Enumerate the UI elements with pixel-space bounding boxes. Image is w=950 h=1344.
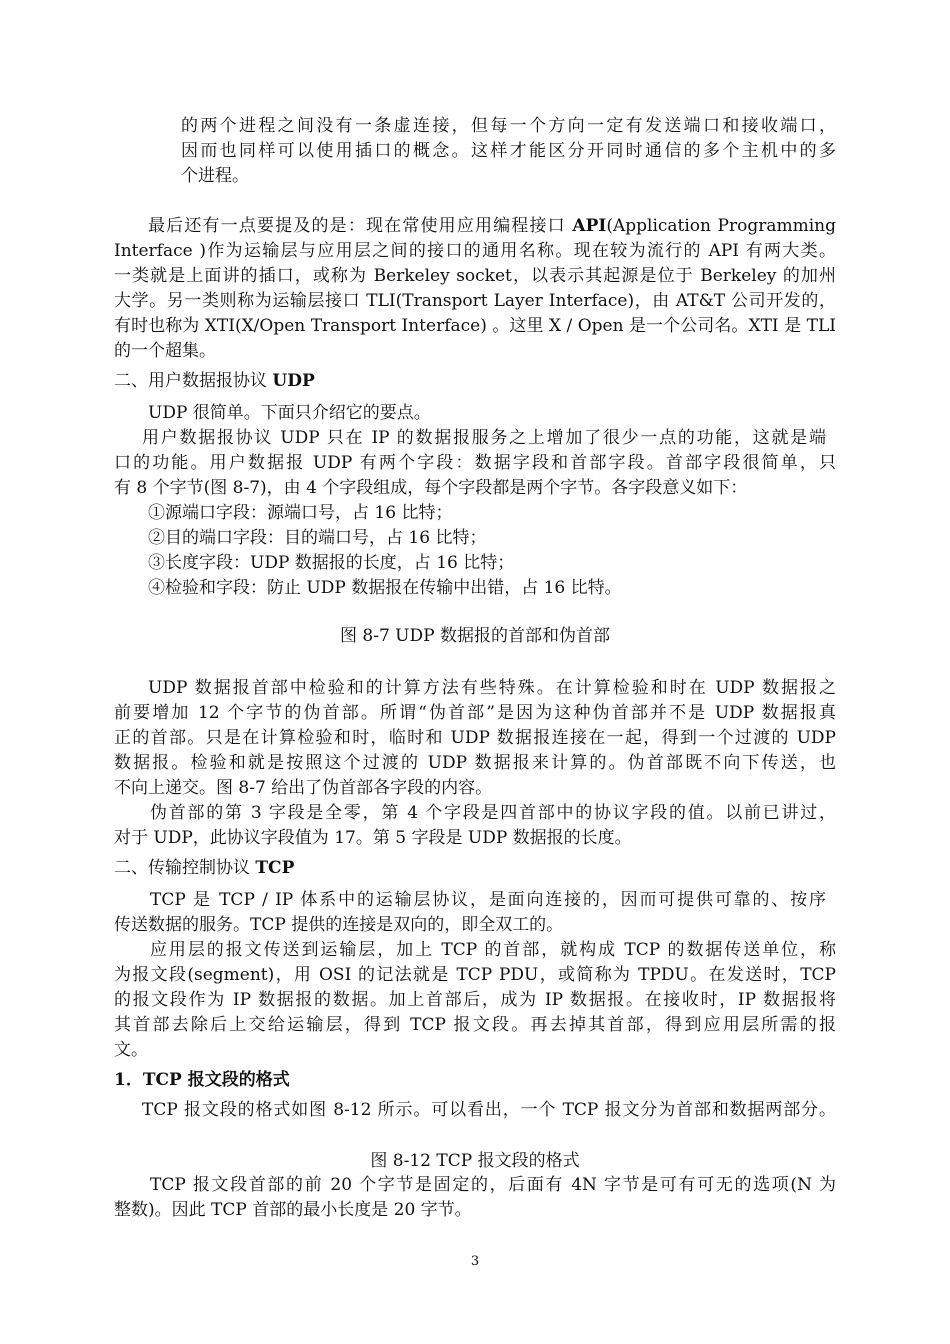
pseudo-line-1: 伪首部的第 3 字段是全零，第 4 个字段是四首部中的协议字段的值。以前已讲过， (150, 803, 836, 823)
heading-udp-bold: UDP (272, 371, 315, 391)
checksum-line-1: UDP 数据报首部中检验和的计算方法有些特殊。在计算检验和时在 UDP 数据报之 (148, 678, 836, 698)
checksum-line-5: 不向上递交。图 8-7 给出了伪首部各字段的内容。 (114, 778, 493, 798)
api-line-1 (148, 214, 836, 238)
api-line-1c: (Application Programming (606, 216, 837, 236)
tcp-para2-line-1: 应用层的报文传送到运输层，加上 TCP 的首部，就构成 TCP 的数据传送单位，称 (150, 940, 836, 960)
heading-tcp-prefix: 二、传输控制协议 (114, 858, 256, 878)
heading-tcp-format: 1．TCP 报文段的格式 (114, 1070, 290, 1090)
checksum-line-2: 前要增加 12 个字节的伪首部。所谓“伪首部”是因为这种伪首部并不是 UDP 数据报真 (114, 703, 836, 723)
tcp-para2-line-2: 为报文段(segment)，用 OSI 的记法就是 TCP PDU，或简称为 TPDU。在发送时，TCP (114, 965, 836, 985)
checksum-line-3: 正的首部。只是在计算检验和时，临时和 UDP 数据报连接在一起，得到一个过渡的 UDP (114, 728, 836, 748)
checksum-line-4: 数据报。检验和就是按照这个过渡的 UDP 数据报来计算的。伪首部既不向下传送，也 (114, 753, 836, 773)
udp-para-line-1: 用户数据报协议 UDP 只在 IP 的数据报服务之上增加了很少一点的功能，这就是端 (142, 428, 826, 448)
pseudo-line-2: 对于 UDP，此协议字段值为 17。第 5 字段是 UDP 数据报的长度。 (114, 828, 632, 848)
udp-field-3: ③长度字段：UDP 数据报的长度，占 16 比特； (148, 553, 515, 573)
tcp-para1-line-2: 传送数据的服务。TCP 提供的连接是双向的，即全双工的。 (114, 915, 564, 935)
heading-tcp-bold: TCP (255, 858, 295, 878)
tcp-format-line: TCP 报文段的格式如图 8-12 所示。可以看出，一个 TCP 报文分为首部和数据两部分。 (142, 1100, 836, 1120)
tcp-para2-line-3: 的报文段作为 IP 数据报的数据。加上首部后，成为 IP 数据报。在接收时，IP 数据报将 (114, 990, 836, 1010)
tcp-para2-line-4: 其首部去除后上交给运输层，得到 TCP 报文段。再去掉其首部，得到应用层所需的报 (114, 1015, 836, 1035)
api-line-4: 大学。另一类则称为运输层接口 TLI(Transport Layer Interface)，由 AT&T 公司开发的， (114, 291, 836, 311)
page-number: 3 (470, 1254, 480, 1269)
api-bold: API (572, 216, 607, 236)
heading-tcp (114, 856, 294, 880)
intro-line-3: 个进程。 (181, 166, 249, 186)
udp-field-1: ①源端口字段：源端口号，占 16 比特； (148, 503, 453, 523)
api-line-1a: 最后还有一点要提及的是：现在常使用应用编程接口 (148, 216, 573, 236)
api-line-5: 有时也称为 XTI(X/Open Transport Interface) 。这里 X / Open 是一个公司名。XTI 是 TLI (114, 316, 836, 336)
figure-8-7-caption: 图 8-7 UDP 数据报的首部和伪首部 (340, 626, 610, 646)
heading-udp-prefix: 二、用户数据报协议 (114, 371, 273, 391)
intro-line-2: 因而也同样可以使用插口的概念。这样才能区分开同时通信的多个主机中的多 (181, 141, 836, 161)
udp-para-line-2: 口的功能。用户数据报 UDP 有两个字段：数据字段和首部字段。首部字段很简单，只 (114, 453, 836, 473)
api-line-3: 一类就是上面讲的插口，或称为 Berkeley socket，以表示其起源是位于 Berkeley 的加州 (114, 266, 836, 286)
tcp-para1-line-1: TCP 是 TCP / IP 体系中的运输层协议，是面向连接的，因而可提供可靠的、按序 (150, 890, 826, 910)
intro-line-1: 的两个进程之间没有一条虚连接，但每一个方向一定有发送端口和接收端口， (181, 116, 836, 136)
udp-intro: UDP 很简单。下面只介绍它的要点。 (148, 403, 431, 423)
tcp-para2-line-5: 文。 (114, 1040, 148, 1060)
tcp-header-line-1: TCP 报文段首部的前 20 个字节是固定的，后面有 4N 字节是可有可无的选项(N 为 (150, 1175, 836, 1195)
heading-udp (114, 369, 315, 393)
figure-8-12-caption: 图 8-12 TCP 报文段的格式 (370, 1151, 580, 1171)
udp-field-2: ②目的端口字段：目的端口号，占 16 比特； (148, 528, 487, 548)
api-line-6: 的一个超集。 (114, 341, 216, 361)
udp-para-line-3: 有 8 个字节(图 8-7)，由 4 个字段组成，每个字段都是两个字节。各字段意义如下： (114, 478, 748, 498)
api-line-2: Interface )作为运输层与应用层之间的接口的通用名称。现在较为流行的 API 有两大类。 (114, 241, 836, 261)
udp-field-4: ④检验和字段：防止 UDP 数据报在传输中出错，占 16 比特。 (148, 578, 622, 598)
tcp-header-line-2: 整数)。因此 TCP 首部的最小长度是 20 字节。 (114, 1200, 472, 1220)
